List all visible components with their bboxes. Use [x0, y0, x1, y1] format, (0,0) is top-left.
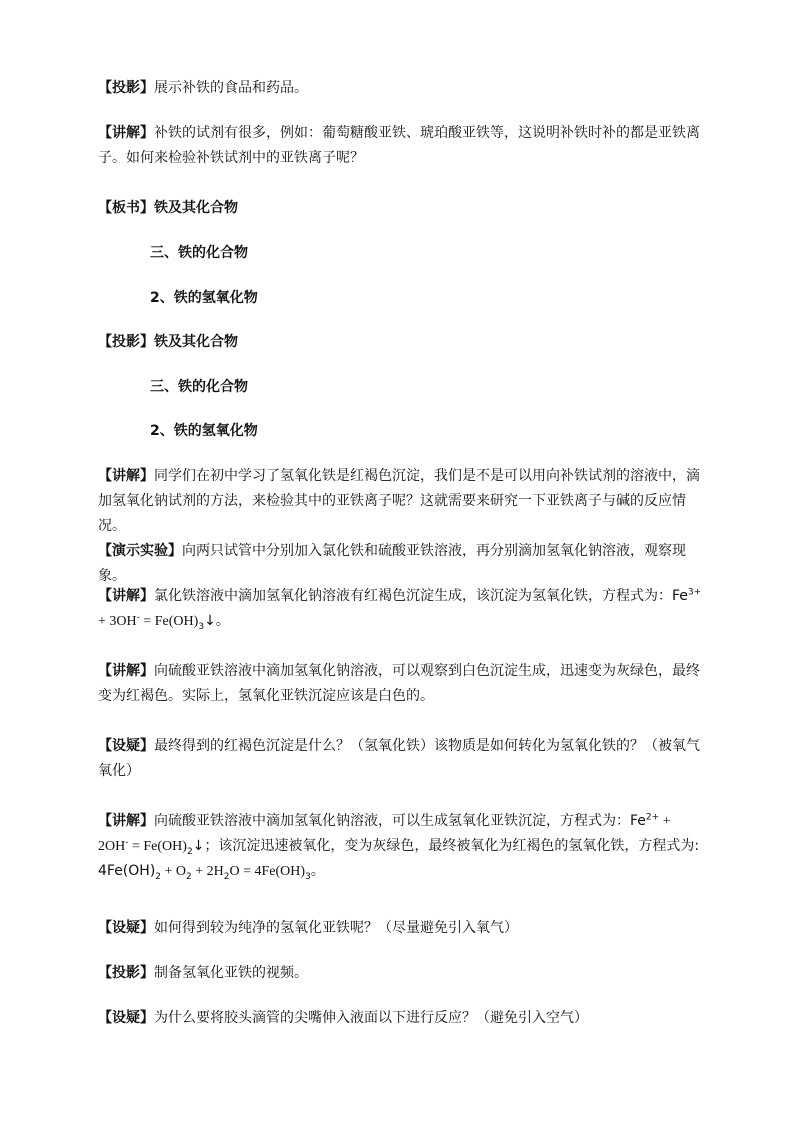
superscript: 3+: [687, 587, 702, 598]
paragraph-text: 补铁的试剂有很多，例如：葡萄糖酸亚铁、琥珀酸亚铁等，这说明补铁时补的都是亚铁离子。如何来检验补铁试剂中的亚铁离子呢？: [98, 125, 700, 166]
equation-text: ↓；该沉淀迅速被氧化，变为灰绿色，最终被氧化为红褐色的氢氧化铁，方程式为: 4Fe(OH): [98, 838, 700, 879]
paragraph-question-2: [98, 916, 702, 941]
paragraph-explanation-4: [98, 659, 702, 709]
paragraph-projection-2: [98, 330, 702, 355]
equation-text: = Fe(OH): [139, 614, 199, 629]
equation-text: + O: [161, 864, 187, 879]
paragraph-text: 向硫酸亚铁溶液中滴加氢氧化钠溶液，可以生成氢氧化亚铁沉淀，方程式为：Fe: [154, 813, 646, 829]
paragraph-projection-3: [98, 961, 702, 986]
section-tag: 【讲解】: [98, 813, 154, 829]
equation-text: + 3OH: [98, 614, 137, 629]
section-tag: 【设疑】: [98, 920, 154, 936]
section-tag: 【投影】: [98, 80, 154, 96]
paragraph-explanation-3: [98, 584, 702, 634]
paragraph-text: 为什么要将胶头滴管的尖嘴伸入液面以下进行反应？（避免引入空气）: [154, 1010, 588, 1026]
section-tag: 【投影】: [98, 334, 154, 350]
paragraph-explanation-5: [98, 809, 702, 884]
paragraph-text: 铁及其化合物: [154, 334, 238, 350]
superscript: -: [136, 612, 140, 623]
equation-text: + 2H: [191, 864, 224, 879]
subscript: 3: [305, 871, 311, 882]
section-tag: 【讲解】: [98, 663, 154, 679]
paragraph-question-1: [98, 734, 702, 784]
paragraph-projection-1: [98, 76, 702, 101]
section-tag: 【投影】: [98, 965, 154, 981]
section-tag: 【讲解】: [98, 468, 154, 484]
subscript: 3: [198, 621, 205, 632]
section-tag: 【讲解】: [98, 588, 154, 604]
equation-text: 。: [310, 863, 325, 879]
section-tag: 【设疑】: [98, 1010, 154, 1026]
paragraph-board-1: [98, 196, 702, 221]
section-tag: 【演示实验】: [98, 543, 182, 559]
paragraph-text: 展示补铁的食品和药品。: [154, 80, 308, 96]
heading-iron-compounds-2: 三、铁的化合物: [150, 379, 248, 395]
subscript: 2: [155, 871, 162, 882]
superscript: -: [125, 837, 129, 848]
heading-iron-compounds: 三、铁的化合物: [150, 245, 248, 261]
equation-text: ↓。: [204, 613, 230, 629]
equation-text: = Fe(OH): [128, 839, 187, 854]
paragraph-text: 制备氢氧化亚铁的视频。: [154, 965, 308, 981]
paragraph-demo-experiment: [98, 539, 702, 589]
heading-iron-hydroxides-2: 2、铁的氢氧化物: [150, 423, 258, 439]
subscript: 2: [186, 846, 193, 857]
paragraph-explanation-2: [98, 464, 702, 539]
paragraph-question-3: [98, 1006, 702, 1031]
paragraph-text: 铁及其化合物: [154, 200, 238, 216]
paragraph-text: 向硫酸亚铁溶液中滴加氢氧化钠溶液，可以观察到白色沉淀生成，迅速变为灰绿色，最终变为红褐色。实际上，氢氧化亚铁沉淀应该是白色的。: [98, 663, 700, 704]
equation-text: O = 4Fe(OH): [229, 864, 306, 879]
paragraph-text: 氯化铁溶液中滴加氢氧化钠溶液有红褐色沉淀生成，该沉淀为氢氧化铁，方程式为：Fe: [154, 588, 688, 604]
paragraph-explanation-1: [98, 121, 702, 171]
paragraph-text: 最终得到的红褐色沉淀是什么？（氢氧化铁）该物质是如何转化为氢氧化铁的？（被氧气氧化）: [98, 738, 700, 779]
subscript: 2: [223, 871, 230, 882]
superscript: 2+: [645, 812, 660, 823]
paragraph-text: 如何得到较为纯净的氢氧化亚铁呢？（尽量避免引入氧气）: [154, 920, 518, 936]
section-tag: 【板书】: [98, 200, 154, 216]
section-tag: 【设疑】: [98, 738, 154, 754]
paragraph-text: 向两只试管中分别加入氯化铁和硫酸亚铁溶液，再分别滴加氢氧化钠溶液，观察现象。: [98, 543, 686, 584]
subscript: 2: [186, 871, 192, 882]
equation-text: + 2OH: [98, 814, 671, 854]
section-tag: 【讲解】: [98, 125, 154, 141]
paragraph-text: 同学们在初中学习了氢氧化铁是红褐色沉淀，我们是不是可以用向补铁试剂的溶液中，滴加氢氧化钠试剂的方法，来检验其中的亚铁离子呢？这就需要来研究一下亚铁离子与碱的反应情况。: [98, 468, 700, 534]
heading-iron-hydroxides: 2、铁的氢氧化物: [150, 290, 258, 306]
